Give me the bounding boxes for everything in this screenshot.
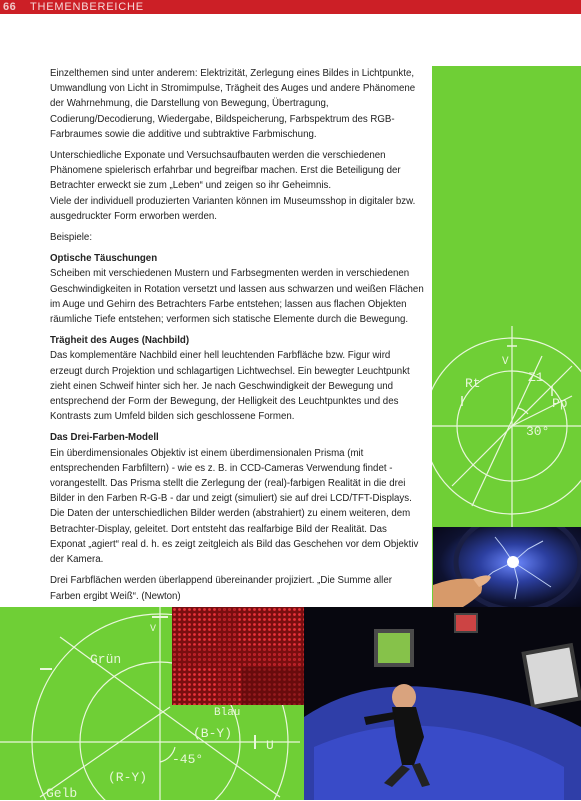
paragraph-examples: Beispiele: [50, 232, 93, 244]
paragraph-exhibits: Unterschiedliche Exponate und Versuchsaufbauten werden die verschiedenen Phänomene spielerisch erfahrbar und begreifbar machen. Erst die Beteiligung der Betrachter erweckt sie zum „Leben“ und zeigen so ihr Geheimnis. [50, 150, 401, 192]
paragraph-optical-illusions: Scheiben mit verschiedenen Mustern und Farbsegmenten werden in verschiedenen Geschwindigkeiten in Rotation versetzt und lassen aus schwarzen und weißen Flächen im Auge und Gehirn des Betrachters Farbe entstehen; lassen aus flachen Objekten räumliche Tiefe entstehen; verformen sich statische Elemente durch die Bewegung. [50, 268, 424, 326]
diagram-label-pp: Pp [552, 396, 568, 411]
diagram-label-blau: Blau [214, 707, 241, 719]
heading-afterimage: Trägheit des Auges (Nachbild) [50, 335, 190, 347]
diagram-label-u: U [266, 738, 274, 753]
article-body [50, 66, 425, 610]
diagram-label-rt: Rt [465, 376, 481, 391]
diagram-label-30deg: 30° [526, 424, 550, 439]
projection-room-photo [304, 607, 581, 800]
led-afterimage-photo [172, 607, 304, 705]
diagram-label-z1: Z1 [528, 370, 544, 385]
diagram-label-gruen: Grün [90, 652, 122, 667]
diagram-label-by: (B-Y) [193, 726, 233, 741]
diagram-label-gelb: Gelb [46, 786, 78, 801]
page-number: 66 [3, 1, 17, 13]
paragraph-intro: Einzelthemen sind unter anderem: Elektrizität, Zerlegung eines Bildes in Lichtpunkte, Umwandlung von Licht in Stromimpulse, Trägheit des Auges und andere Phänomene der Wahrnehmung, die Darstellung von Bewegung, Übertragung, Codierung/Decodierung, Wiedergabe, Bildspeicherung, Farbspektrum des RGB-Farbraumes sowie die additive und subtraktive Farbmischung. [50, 68, 416, 140]
diagram-label-45deg: -45° [172, 752, 204, 767]
paragraph-newton: Drei Farbflächen werden überlappend übereinander projiziert. „Die Summe aller Farben ergibt Weiß“. (Newton) [50, 575, 392, 602]
heading-optical-illusions: Optische Täuschungen [50, 253, 158, 265]
paragraph-afterimage: Das komplementäre Nachbild einer hell leuchtenden Farbfläche bzw. Figur wird erzeugt durch Projektion und schlagartigen Lichtwechsel. Ein bewegter Leuchtpunkt zieht einen Schweif hinter sich her. Je nach Geschwindigkeit der Bewegung und entsprechend der Form der Bewegung, der Helligkeit des Leuchtpunktes und des Kontrasts zum Umfeld bilden sich geschlossene Formen. [50, 350, 410, 423]
paragraph-three-color-model: Ein überdimensionales Objektiv ist einem überdimensionalen Prisma (mit entsprechenden Farbfiltern) - wie es z. B. in CCD-Cameras Verwendung findet - vorangestellt. Das Prisma stellt die Zerlegung der (real)-farbigen Realität in die drei Bilder in den Farben R-G-B - dar und zeigt (simuliert) sie auf drei LCD/TFT-Displays. Die Daten der unterschiedlichen Bilder werden (abstrahiert) zu einem weiteren, dem Betrachter-Display, geleitet. Dort entsteht das realfarbige Bild der Realität. Das Exponat „agiert“ real d. h. es zeigt zeitgleich als Bild das Geschehen vor dem Objektiv der Kamera. [50, 447, 419, 566]
diagram-label-ry: (R-Y) [108, 770, 148, 785]
paragraph-shop: Viele der individuell produzierten Varianten können im Museumsshop in digitaler bzw. ausgedruckter Form erworben werden. [50, 195, 416, 222]
plasma-ball-photo [433, 527, 581, 607]
heading-three-color-model: Das Drei-Farben-Modell [50, 432, 159, 444]
diagram-label-v: V [502, 356, 509, 368]
section-title: THEMENBEREICHE [30, 1, 144, 13]
diagram-label-v-bottom: V [150, 624, 157, 635]
